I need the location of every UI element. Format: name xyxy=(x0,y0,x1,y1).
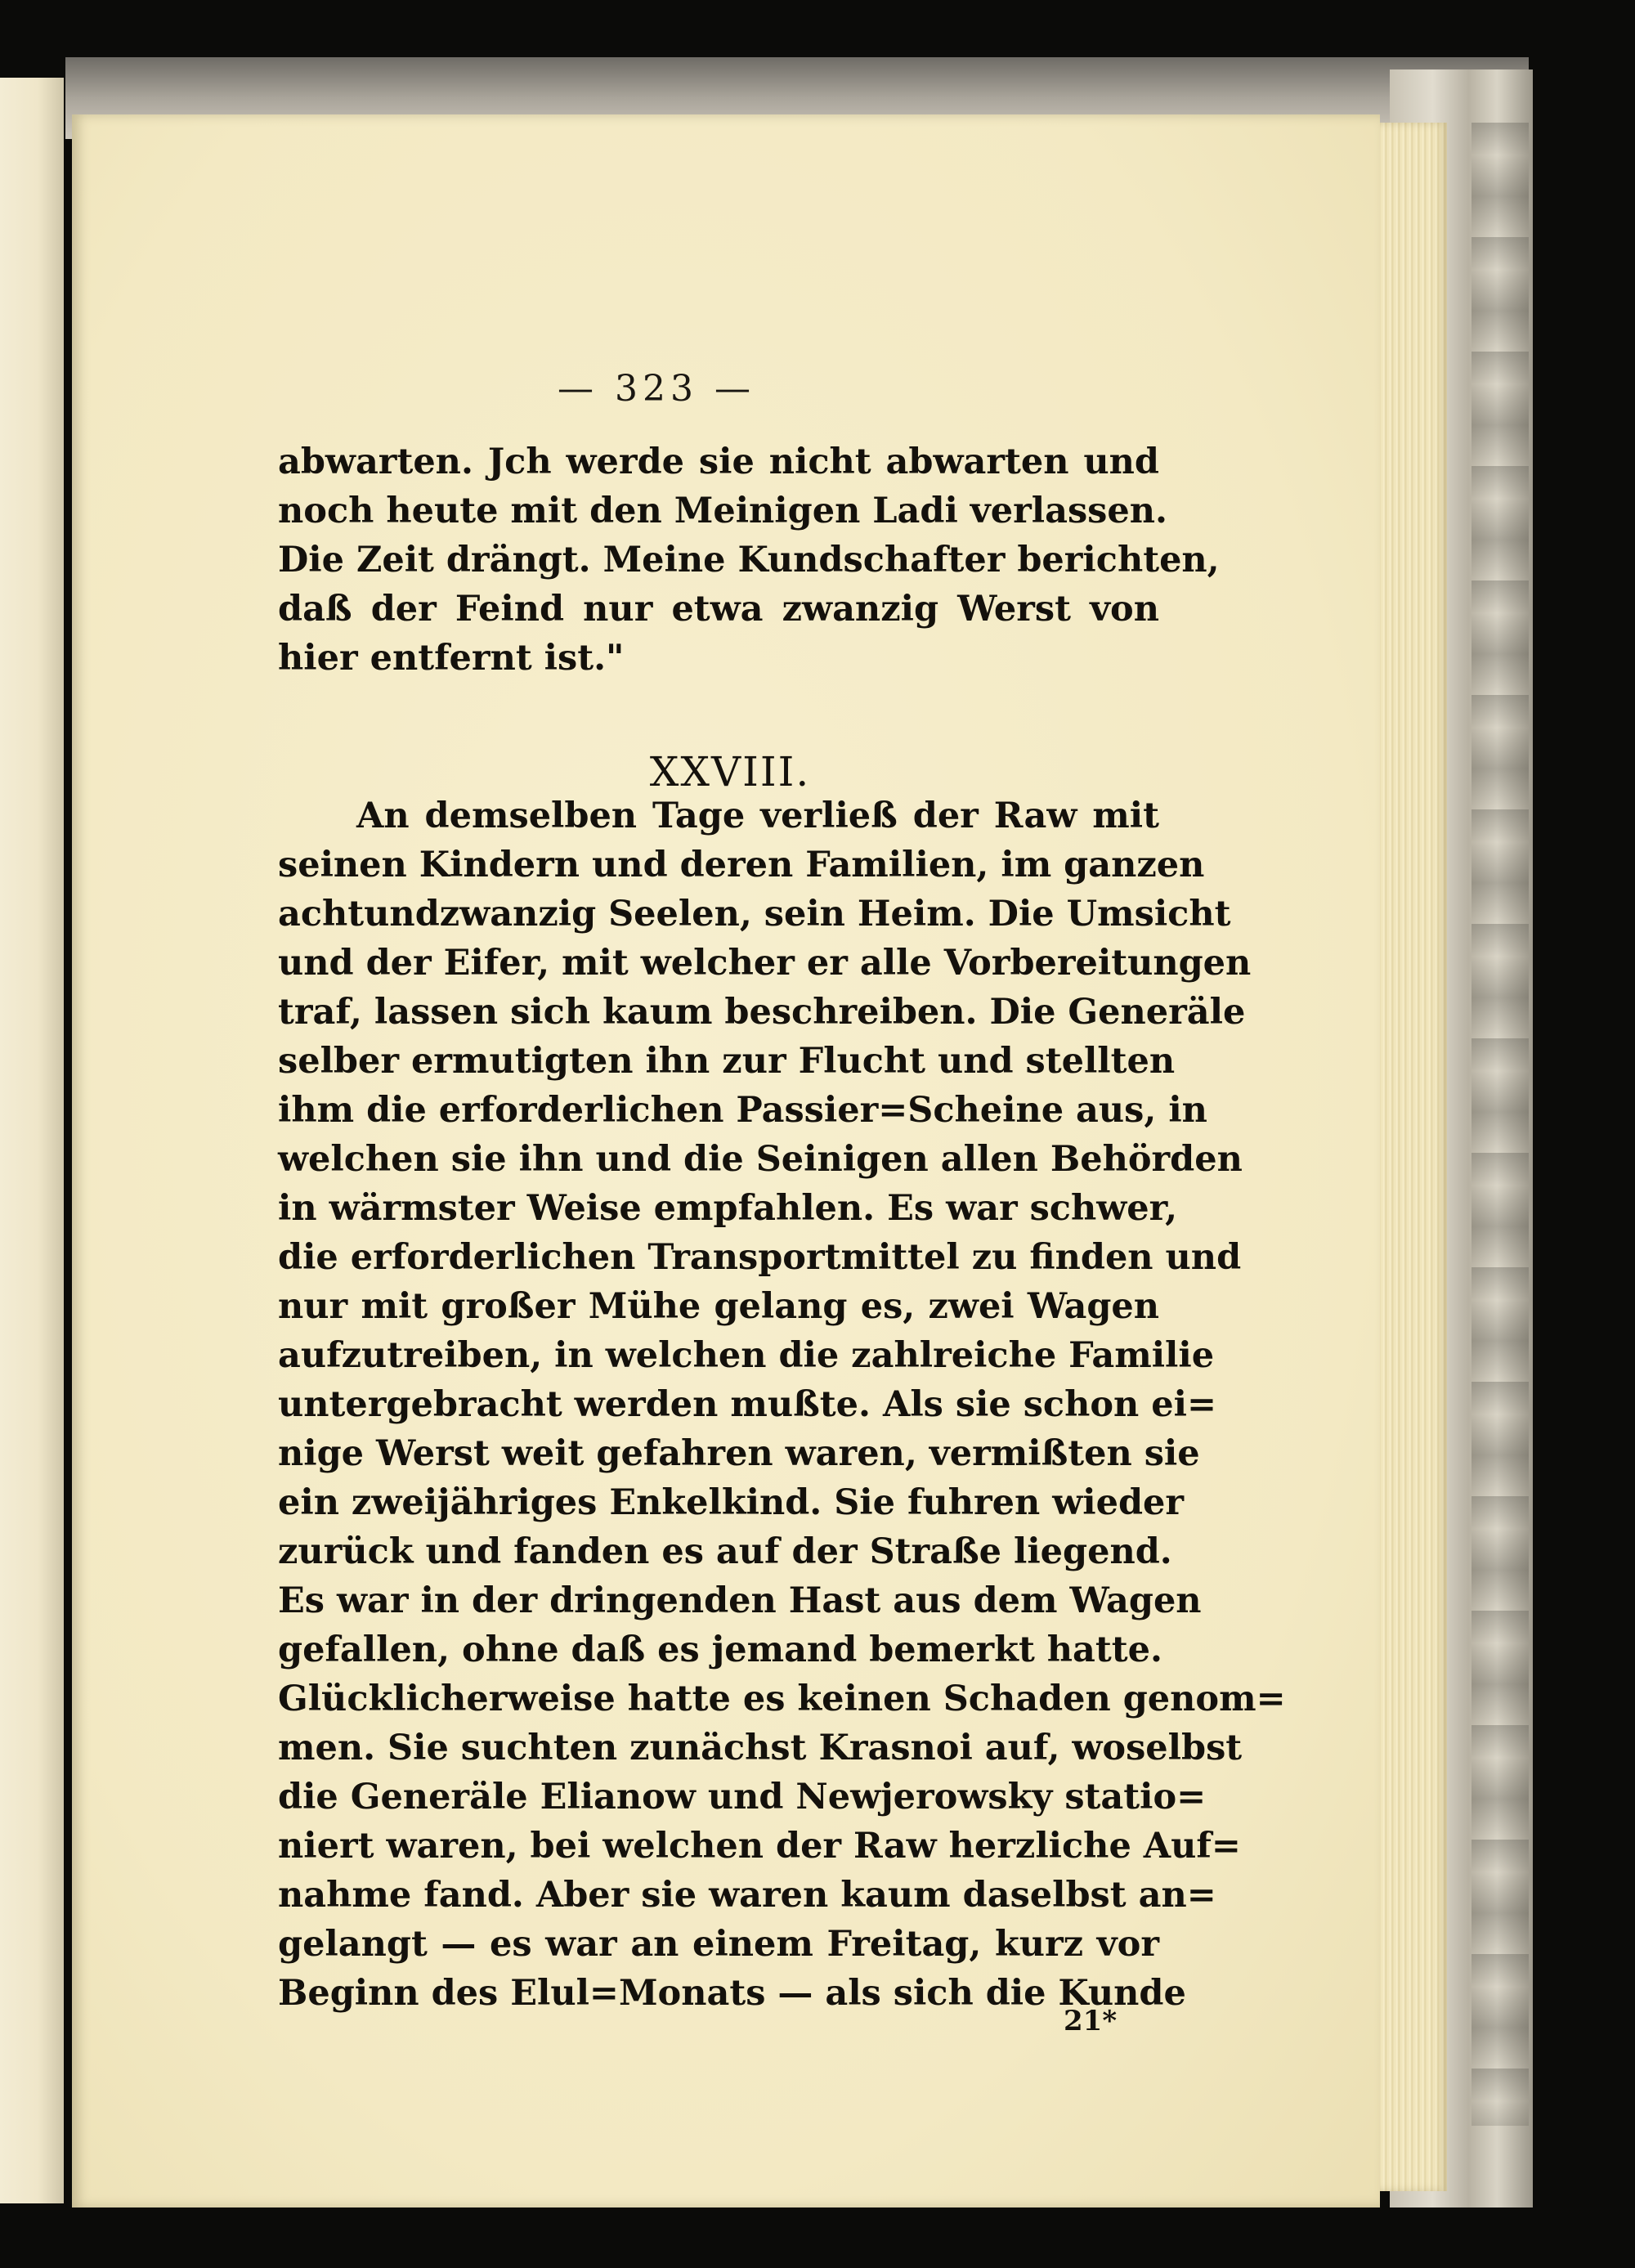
text-line: zurück und fanden es auf der Straße liegend. xyxy=(278,1531,1172,1572)
chapter-heading: XXVIII. xyxy=(649,748,811,796)
text-line: untergebracht werden mußte. Als sie schon ei= xyxy=(278,1384,1217,1425)
text-line: welchen sie ihn und die Seinigen allen Behörden xyxy=(278,1139,1243,1180)
text-line: und der Eifer, mit welcher er alle Vorbereitungen xyxy=(278,943,1252,984)
text-line: achtundzwanzig Seelen, sein Heim. Die Umsicht xyxy=(278,894,1231,935)
text-line: men. Sie suchten zunächst Krasnoi auf, woselbst xyxy=(278,1728,1243,1768)
text-line: ihm die erforderlichen Passier=Scheine aus, in xyxy=(278,1090,1207,1131)
text-line: die erforderlichen Transportmittel zu finden und xyxy=(278,1237,1242,1278)
text-line: An demselben Tage verließ der Raw mit xyxy=(356,796,1159,836)
text-line: selber ermutigten ihn zur Flucht und stellten xyxy=(278,1041,1176,1082)
text-line: nahme fand. Aber sie waren kaum daselbst an= xyxy=(278,1875,1216,1916)
text-line: Beginn des Elul=Monats — als sich die Kunde xyxy=(278,1973,1186,2014)
text-line: abwarten. Jch werde sie nicht abwarten und xyxy=(278,441,1159,482)
text-line: Glücklicherweise hatte es keinen Schaden genom= xyxy=(278,1679,1286,1719)
text-line: Die Zeit drängt. Meine Kundschafter berichten, xyxy=(278,540,1220,580)
text-line: nur mit großer Mühe gelang es, zwei Wagen xyxy=(278,1286,1159,1327)
top-paragraph xyxy=(278,437,1220,683)
text-line: gelangt — es war an einem Freitag, kurz vor xyxy=(278,1924,1159,1965)
text-line: hier entfernt ist." xyxy=(278,638,625,679)
chapter-body xyxy=(278,791,1286,2018)
text-line: Es war in der dringenden Hast aus dem Wagen xyxy=(278,1580,1202,1621)
book-page xyxy=(72,114,1380,2207)
text-line: ein zweijähriges Enkelkind. Sie fuhren wieder xyxy=(278,1482,1185,1523)
text-line: nige Werst weit gefahren waren, vermißten sie xyxy=(278,1433,1200,1474)
text-line: noch heute mit den Meinigen Ladi verlassen. xyxy=(278,491,1167,531)
text-line: traf, lassen sich kaum beschreiben. Die Generäle xyxy=(278,992,1246,1033)
text-line: aufzutreiben, in welchen die zahlreiche Familie xyxy=(278,1335,1215,1376)
left-page-edge xyxy=(0,78,64,2203)
text-line: niert waren, bei welchen der Raw herzliche Auf= xyxy=(278,1826,1241,1867)
text-line: gefallen, ohne daß es jemand bemerkt hatte. xyxy=(278,1629,1162,1670)
printer-signature-mark: 21* xyxy=(1064,2005,1118,2037)
text-line: daß der Feind nur etwa zwanzig Werst von xyxy=(278,589,1159,630)
text-line: die Generäle Elianow und Newjerowsky statio= xyxy=(278,1777,1207,1818)
page-number: — 323 — xyxy=(558,368,755,410)
book-cover-pattern xyxy=(1472,123,1529,2126)
text-line: in wärmster Weise empfahlen. Es war schwer, xyxy=(278,1188,1178,1229)
text-line: seinen Kindern und deren Familien, im ganzen xyxy=(278,845,1205,885)
